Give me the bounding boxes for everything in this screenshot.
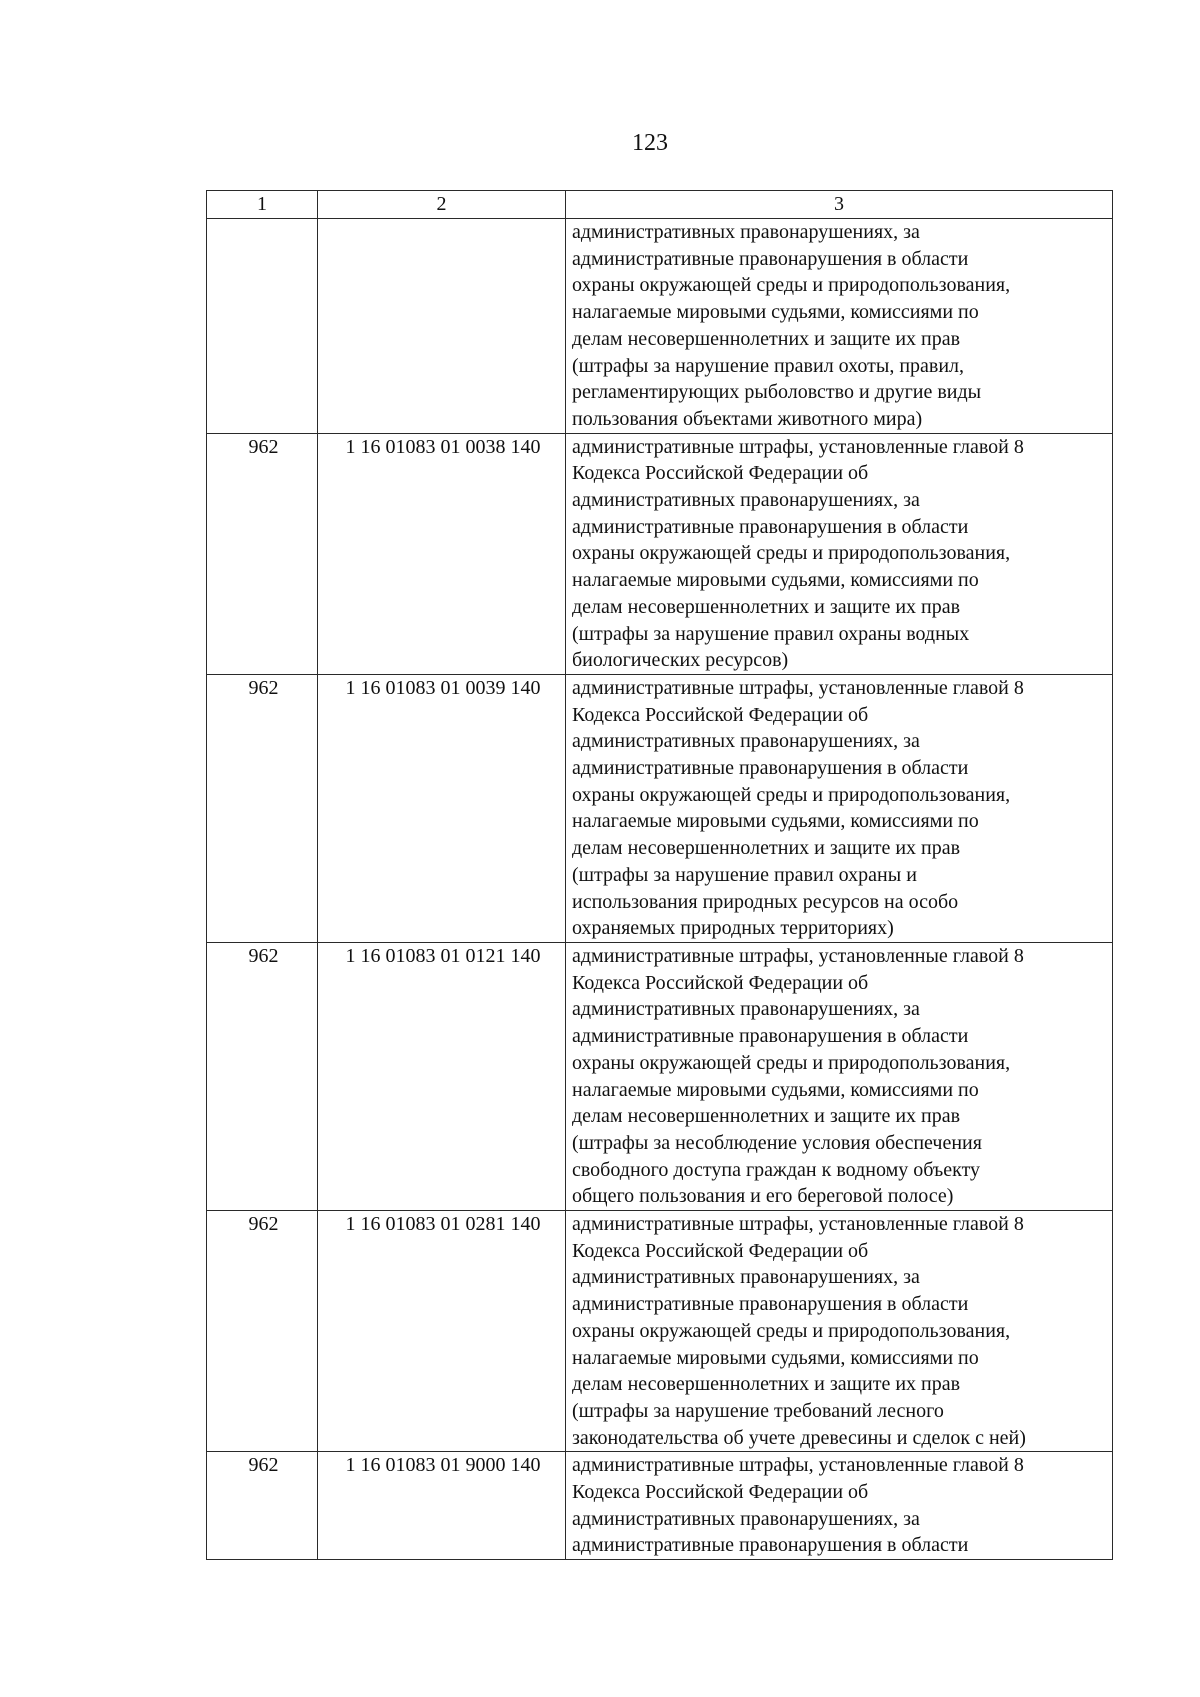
description-line: делам несовершеннолетних и защите их прав xyxy=(572,1105,961,1128)
description-line: делам несовершеннолетних и защите их прав xyxy=(572,327,961,350)
description-line: административные правонарушения в области xyxy=(572,757,969,780)
description-line: административных правонарушениях, за xyxy=(572,1266,920,1289)
header-col-3: 3 xyxy=(566,191,1113,219)
description-line: административных правонарушениях, за xyxy=(572,730,920,753)
description-cell xyxy=(566,674,1113,942)
description-line: административные штрафы, установленные главой 8 xyxy=(572,435,1024,458)
description-line: охраны окружающей среды и природопользования, xyxy=(572,1051,1011,1074)
description-line: административных правонарушениях, за xyxy=(572,998,920,1021)
description-line: регламентирующих рыболовство и другие виды xyxy=(572,381,982,404)
description-line: охраны окружающей среды и природопользования, xyxy=(572,542,1011,565)
header-col-1: 1 xyxy=(207,191,318,219)
description-line: охраны окружающей среды и природопользования, xyxy=(572,1319,1011,1342)
description-line: общего пользования и его береговой полосе) xyxy=(572,1185,954,1208)
description-line: административные правонарушения в области xyxy=(572,515,969,538)
description-line: налагаемые мировыми судьями, комиссиями по xyxy=(572,569,979,592)
description-line: налагаемые мировыми судьями, комиссиями по xyxy=(572,1346,979,1369)
table-row xyxy=(207,433,1113,674)
description-line: охраны окружающей среды и природопользования, xyxy=(572,783,1011,806)
table-body xyxy=(207,219,1113,1560)
description-line: административные штрафы, установленные главой 8 xyxy=(572,676,1024,699)
description-line: (штрафы за нарушение правил охоты, правил, xyxy=(572,354,965,377)
table-row xyxy=(207,942,1113,1210)
description-line: пользования объектами животного мира) xyxy=(572,407,923,430)
budget-codes-table xyxy=(206,190,1113,1560)
table-row xyxy=(207,674,1113,942)
admin-code-cell xyxy=(207,219,318,434)
admin-code-cell: 962 xyxy=(207,674,318,942)
description-line: административные правонарушения в области xyxy=(572,1025,969,1048)
description-cell xyxy=(566,1452,1113,1560)
description-line: административные штрафы, установленные главой 8 xyxy=(572,1454,1024,1477)
description-cell xyxy=(566,942,1113,1210)
description-line: Кодекса Российской Федерации об xyxy=(572,1481,869,1504)
description-line: делам несовершеннолетних и защите их прав xyxy=(572,837,961,860)
table-row xyxy=(207,219,1113,434)
description-line: делам несовершеннолетних и защите их прав xyxy=(572,595,961,618)
description-line: налагаемые мировыми судьями, комиссиями по xyxy=(572,301,979,324)
table-header-row xyxy=(207,191,1113,219)
table-row xyxy=(207,1211,1113,1452)
description-line: использования природных ресурсов на особо xyxy=(572,890,959,913)
budget-classification-code-cell: 1 16 01083 01 0121 140 xyxy=(318,942,566,1210)
description-cell xyxy=(566,219,1113,434)
description-line: Кодекса Российской Федерации об xyxy=(572,971,869,994)
description-line: административные правонарушения в области xyxy=(572,247,969,270)
header-col-2: 2 xyxy=(318,191,566,219)
description-line: административные правонарушения в области xyxy=(572,1534,969,1557)
description-line: административные штрафы, установленные главой 8 xyxy=(572,944,1024,967)
description-line: административных правонарушениях, за xyxy=(572,489,920,512)
admin-code-cell: 962 xyxy=(207,1452,318,1560)
page-number: 123 xyxy=(632,130,668,156)
description-line: Кодекса Российской Федерации об xyxy=(572,462,869,485)
description-cell xyxy=(566,1211,1113,1452)
description-line: охраны окружающей среды и природопользования, xyxy=(572,274,1011,297)
description-line: налагаемые мировыми судьями, комиссиями по xyxy=(572,1078,979,1101)
description-line: (штрафы за нарушение правил охраны водных xyxy=(572,622,970,645)
description-line: свободного доступа граждан к водному объекту xyxy=(572,1158,981,1181)
description-line: (штрафы за несоблюдение условия обеспечения xyxy=(572,1131,982,1154)
description-line: административных правонарушениях, за xyxy=(572,1507,920,1530)
description-line: Кодекса Российской Федерации об xyxy=(572,703,869,726)
budget-classification-code-cell: 1 16 01083 01 0039 140 xyxy=(318,674,566,942)
description-line: (штрафы за нарушение правил охраны и xyxy=(572,863,917,886)
table-row xyxy=(207,1452,1113,1560)
description-line: административные правонарушения в области xyxy=(572,1293,969,1316)
description-line: налагаемые мировыми судьями, комиссиями по xyxy=(572,810,979,833)
description-line: биологических ресурсов) xyxy=(572,649,789,672)
budget-classification-code-cell: 1 16 01083 01 0038 140 xyxy=(318,433,566,674)
admin-code-cell: 962 xyxy=(207,433,318,674)
budget-classification-code-cell xyxy=(318,219,566,434)
description-line: административных правонарушениях, за xyxy=(572,221,920,243)
admin-code-cell: 962 xyxy=(207,1211,318,1452)
description-cell xyxy=(566,433,1113,674)
description-line: делам несовершеннолетних и защите их прав xyxy=(572,1373,961,1396)
budget-classification-code-cell: 1 16 01083 01 0281 140 xyxy=(318,1211,566,1452)
description-line: (штрафы за нарушение требований лесного xyxy=(572,1399,944,1422)
budget-classification-code-cell: 1 16 01083 01 9000 140 xyxy=(318,1452,566,1560)
description-line: Кодекса Российской Федерации об xyxy=(572,1239,869,1262)
description-line: административные штрафы, установленные главой 8 xyxy=(572,1213,1024,1236)
description-line: охраняемых природных территориях) xyxy=(572,917,894,940)
admin-code-cell: 962 xyxy=(207,942,318,1210)
description-line: законодательства об учете древесины и сделок с ней) xyxy=(572,1426,1026,1449)
